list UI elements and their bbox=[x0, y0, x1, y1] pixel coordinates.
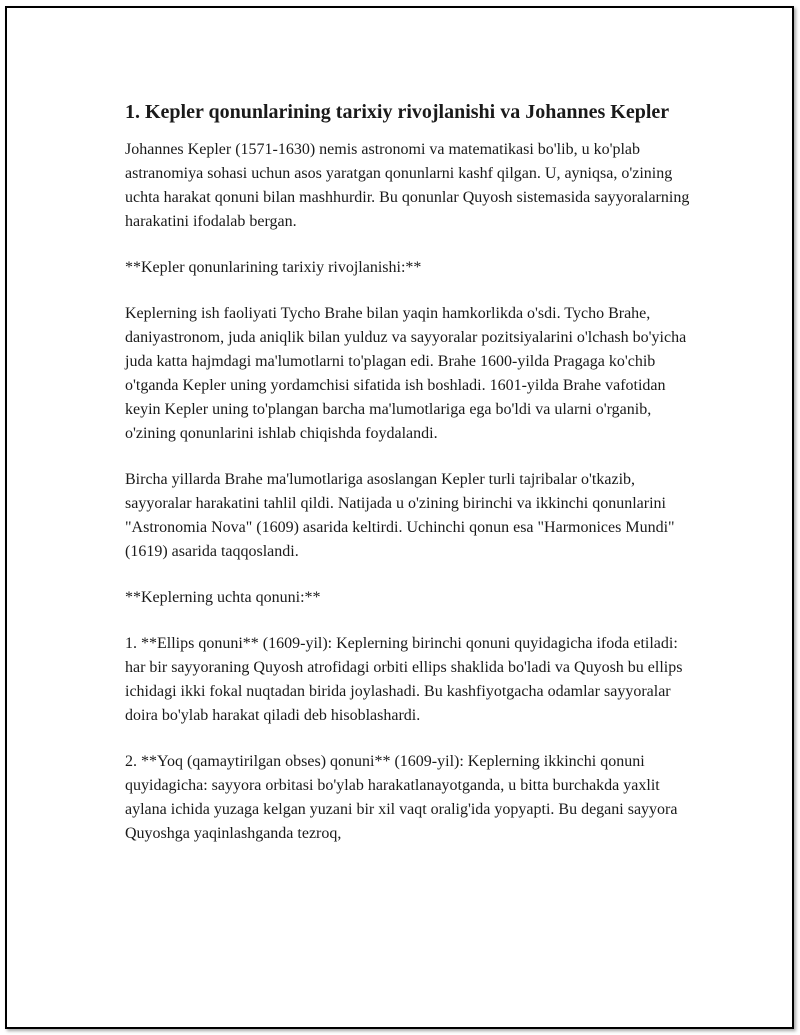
paragraph-second-law: 2. **Yoq (qamaytirilgan obses) qonuni** (1609-yil): Keplerning ikkinchi qonuni quyidagicha: sayyora orbitasi bo'ylab harakatlanayotganda, u bitta burchakda yaxlit aylana ichida yuzaga kelgan yuzani bir xil vaqt oralig'ida yopyapti. Bu degani sayyora Quyoshga yaqinlashganda tezroq, bbox=[125, 753, 678, 842]
paragraph-tycho-brahe: Keplerning ish faoliyati Tycho Brahe bilan yaqin hamkorlikda o'sdi. Tycho Brahe, daniyastronom, juda aniqlik bilan yulduz va sayyoralar pozitsiyalarini o'lchash bo'yicha juda katta hajmdagi ma'lumotlarni to'plagan edi. Brahe 1600-yilda Pragaga ko'chib o'tganda Kepler uning yordamchisi sifatida ish boshladi. 1601-yilda Brahe vafotidan keyin Kepler uning to'plangan barcha ma'lumotlariga ega bo'ldi va ularni o'rganib, o'zining qonunlarini ishlab chiqishda foydalandi. bbox=[125, 305, 687, 442]
document-page bbox=[5, 6, 794, 1029]
paragraph-astronomia-nova: Bircha yillarda Brahe ma'lumotlariga asoslangan Kepler turli tajribalar o'tkazib, sayyoralar harakatini tahlil qildi. Natijada u o'zining birinchi va ikkinchi qonunlarini "Astronomia Nova" (1609) asarida keltirdi. Uchinchi qonun esa "Harmonices Mundi" (1619) asarida taqqoslandi. bbox=[125, 471, 675, 560]
document-title: 1. Kepler qonunlarining tarixiy rivojlanishi va Johannes Kepler bbox=[125, 101, 670, 123]
paragraph-first-law: 1. **Ellips qonuni** (1609-yil): Keplerning birinchi qonuni quyidagicha ifoda etiladi: har bir sayyoraning Quyosh atrofidagi orbiti ellips shaklida bo'ladi va Quyosh bu ellips ichidagi ikki fokal nuqtadan birida joylashadi. Bu kashfiyotgacha odamlar sayyoralar doira bo'ylab harakat qiladi deb hisoblashardi. bbox=[125, 635, 683, 724]
paragraph-laws-heading: **Keplerning uchta qonuni:** bbox=[125, 589, 321, 606]
paragraph-history-heading: **Kepler qonunlarining tarixiy rivojlanishi:** bbox=[125, 259, 422, 276]
paragraph-intro: Johannes Kepler (1571-1630) nemis astronomi va matematikasi bo'lib, u ko'plab astranomiya sohasi uchun asos yaratgan qonunlarni kashf qilgan. U, ayniqsa, o'zining uchta harakat qonuni bilan mashhurdir. Bu qonunlar Quyosh sistemasida sayyoralarning harakatini ifodalab bergan. bbox=[125, 141, 690, 230]
document-body bbox=[119, 98, 699, 868]
